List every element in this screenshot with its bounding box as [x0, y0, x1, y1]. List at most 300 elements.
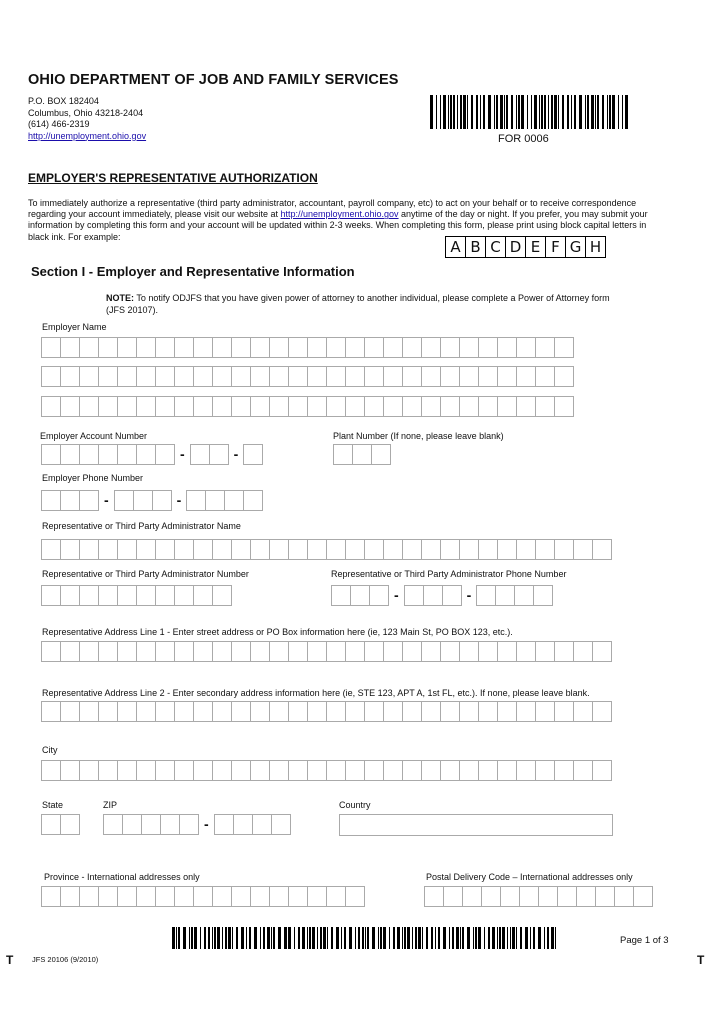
char-cell[interactable]: [352, 444, 372, 465]
char-cell[interactable]: [250, 886, 270, 907]
char-cell[interactable]: [174, 701, 194, 722]
char-cell[interactable]: [41, 641, 61, 662]
employer-account-field[interactable]: [41, 444, 263, 465]
char-cell[interactable]: [174, 641, 194, 662]
char-cell[interactable]: [350, 585, 370, 606]
char-cell[interactable]: [117, 337, 137, 358]
char-cell[interactable]: [443, 886, 463, 907]
char-cell[interactable]: [573, 641, 593, 662]
char-cell[interactable]: [155, 886, 175, 907]
char-cell[interactable]: [364, 396, 384, 417]
char-cell[interactable]: [535, 366, 555, 387]
char-cell[interactable]: [288, 701, 308, 722]
char-cell[interactable]: [404, 585, 424, 606]
char-cell[interactable]: [478, 539, 498, 560]
char-cell[interactable]: [307, 886, 327, 907]
char-cell[interactable]: [117, 539, 137, 560]
char-cell[interactable]: [243, 444, 263, 465]
char-cell[interactable]: [98, 701, 118, 722]
char-cell[interactable]: [481, 886, 501, 907]
char-cell[interactable]: [79, 366, 99, 387]
char-cell[interactable]: [136, 641, 156, 662]
char-cell[interactable]: [79, 539, 99, 560]
char-cell[interactable]: [174, 337, 194, 358]
char-cell[interactable]: [136, 396, 156, 417]
char-cell[interactable]: [250, 539, 270, 560]
char-cell[interactable]: [136, 366, 156, 387]
char-cell[interactable]: [41, 444, 61, 465]
char-cell[interactable]: [41, 539, 61, 560]
char-cell[interactable]: [383, 539, 403, 560]
char-cell[interactable]: [421, 641, 441, 662]
char-cell[interactable]: [117, 396, 137, 417]
char-cell[interactable]: [538, 886, 558, 907]
employer-name-line-3[interactable]: [41, 396, 574, 417]
char-cell[interactable]: [516, 337, 536, 358]
char-cell[interactable]: [103, 814, 123, 835]
char-cell[interactable]: [179, 814, 199, 835]
char-cell[interactable]: [209, 444, 229, 465]
char-cell[interactable]: [307, 641, 327, 662]
char-cell[interactable]: [440, 760, 460, 781]
char-cell[interactable]: [271, 814, 291, 835]
employer-name-line-1[interactable]: [41, 337, 574, 358]
char-cell[interactable]: [326, 337, 346, 358]
char-cell[interactable]: [117, 641, 137, 662]
char-cell[interactable]: [117, 585, 137, 606]
char-cell[interactable]: [117, 444, 137, 465]
country-field[interactable]: [339, 814, 613, 836]
char-cell[interactable]: [383, 760, 403, 781]
char-cell[interactable]: [98, 337, 118, 358]
char-cell[interactable]: [269, 641, 289, 662]
char-cell[interactable]: [41, 366, 61, 387]
char-cell[interactable]: [497, 539, 517, 560]
char-cell[interactable]: [421, 337, 441, 358]
char-cell[interactable]: [371, 444, 391, 465]
char-cell[interactable]: [345, 760, 365, 781]
char-cell[interactable]: [421, 760, 441, 781]
char-cell[interactable]: [440, 366, 460, 387]
char-cell[interactable]: [250, 641, 270, 662]
char-cell[interactable]: [557, 886, 577, 907]
char-cell[interactable]: [60, 886, 80, 907]
char-cell[interactable]: [592, 760, 612, 781]
char-cell[interactable]: [155, 585, 175, 606]
char-cell[interactable]: [186, 490, 206, 511]
city-field[interactable]: [41, 760, 612, 781]
char-cell[interactable]: [155, 641, 175, 662]
char-cell[interactable]: [535, 760, 555, 781]
char-cell[interactable]: [364, 760, 384, 781]
char-cell[interactable]: [495, 585, 515, 606]
rep-number-field[interactable]: [41, 585, 232, 606]
char-cell[interactable]: [307, 539, 327, 560]
char-cell[interactable]: [554, 337, 574, 358]
char-cell[interactable]: [307, 366, 327, 387]
char-cell[interactable]: [79, 701, 99, 722]
char-cell[interactable]: [476, 585, 496, 606]
rep-phone-field[interactable]: [331, 585, 553, 606]
zip-field[interactable]: [103, 814, 291, 835]
char-cell[interactable]: [307, 396, 327, 417]
char-cell[interactable]: [193, 886, 213, 907]
char-cell[interactable]: [136, 585, 156, 606]
char-cell[interactable]: [174, 760, 194, 781]
char-cell[interactable]: [364, 539, 384, 560]
char-cell[interactable]: [421, 539, 441, 560]
char-cell[interactable]: [345, 539, 365, 560]
char-cell[interactable]: [402, 539, 422, 560]
char-cell[interactable]: [193, 760, 213, 781]
char-cell[interactable]: [402, 760, 422, 781]
char-cell[interactable]: [174, 539, 194, 560]
char-cell[interactable]: [459, 539, 479, 560]
char-cell[interactable]: [98, 366, 118, 387]
char-cell[interactable]: [60, 701, 80, 722]
char-cell[interactable]: [421, 701, 441, 722]
char-cell[interactable]: [231, 760, 251, 781]
char-cell[interactable]: [592, 701, 612, 722]
char-cell[interactable]: [533, 585, 553, 606]
char-cell[interactable]: [231, 396, 251, 417]
char-cell[interactable]: [497, 760, 517, 781]
char-cell[interactable]: [459, 366, 479, 387]
char-cell[interactable]: [516, 641, 536, 662]
char-cell[interactable]: [345, 641, 365, 662]
char-cell[interactable]: [98, 886, 118, 907]
char-cell[interactable]: [250, 366, 270, 387]
char-cell[interactable]: [592, 641, 612, 662]
char-cell[interactable]: [383, 701, 403, 722]
char-cell[interactable]: [459, 760, 479, 781]
char-cell[interactable]: [79, 585, 99, 606]
char-cell[interactable]: [212, 337, 232, 358]
address-line-2-field[interactable]: [41, 701, 612, 722]
char-cell[interactable]: [478, 366, 498, 387]
char-cell[interactable]: [205, 490, 225, 511]
char-cell[interactable]: [98, 539, 118, 560]
char-cell[interactable]: [41, 337, 61, 358]
char-cell[interactable]: [250, 701, 270, 722]
char-cell[interactable]: [345, 337, 365, 358]
char-cell[interactable]: [155, 701, 175, 722]
char-cell[interactable]: [516, 366, 536, 387]
char-cell[interactable]: [250, 396, 270, 417]
char-cell[interactable]: [79, 396, 99, 417]
char-cell[interactable]: [98, 760, 118, 781]
char-cell[interactable]: [231, 337, 251, 358]
char-cell[interactable]: [576, 886, 596, 907]
char-cell[interactable]: [423, 585, 443, 606]
char-cell[interactable]: [212, 701, 232, 722]
char-cell[interactable]: [141, 814, 161, 835]
char-cell[interactable]: [155, 396, 175, 417]
char-cell[interactable]: [440, 701, 460, 722]
char-cell[interactable]: [459, 337, 479, 358]
char-cell[interactable]: [250, 760, 270, 781]
char-cell[interactable]: [383, 337, 403, 358]
address-line-1-field[interactable]: [41, 641, 612, 662]
char-cell[interactable]: [212, 539, 232, 560]
char-cell[interactable]: [174, 396, 194, 417]
char-cell[interactable]: [60, 396, 80, 417]
char-cell[interactable]: [364, 337, 384, 358]
char-cell[interactable]: [269, 886, 289, 907]
char-cell[interactable]: [497, 396, 517, 417]
char-cell[interactable]: [98, 396, 118, 417]
char-cell[interactable]: [478, 701, 498, 722]
char-cell[interactable]: [193, 366, 213, 387]
char-cell[interactable]: [98, 641, 118, 662]
char-cell[interactable]: [402, 337, 422, 358]
char-cell[interactable]: [440, 539, 460, 560]
char-cell[interactable]: [440, 641, 460, 662]
char-cell[interactable]: [155, 539, 175, 560]
char-cell[interactable]: [152, 490, 172, 511]
char-cell[interactable]: [193, 585, 213, 606]
plant-number-field[interactable]: [333, 444, 391, 465]
char-cell[interactable]: [402, 396, 422, 417]
char-cell[interactable]: [174, 366, 194, 387]
char-cell[interactable]: [60, 760, 80, 781]
char-cell[interactable]: [214, 814, 234, 835]
char-cell[interactable]: [250, 337, 270, 358]
char-cell[interactable]: [595, 886, 615, 907]
char-cell[interactable]: [224, 490, 244, 511]
char-cell[interactable]: [497, 366, 517, 387]
char-cell[interactable]: [424, 886, 444, 907]
char-cell[interactable]: [117, 886, 137, 907]
char-cell[interactable]: [573, 760, 593, 781]
char-cell[interactable]: [269, 337, 289, 358]
char-cell[interactable]: [136, 539, 156, 560]
char-cell[interactable]: [155, 366, 175, 387]
char-cell[interactable]: [79, 641, 99, 662]
char-cell[interactable]: [193, 396, 213, 417]
char-cell[interactable]: [478, 337, 498, 358]
char-cell[interactable]: [243, 490, 263, 511]
char-cell[interactable]: [516, 760, 536, 781]
char-cell[interactable]: [535, 539, 555, 560]
char-cell[interactable]: [440, 396, 460, 417]
char-cell[interactable]: [364, 641, 384, 662]
char-cell[interactable]: [60, 366, 80, 387]
char-cell[interactable]: [193, 701, 213, 722]
char-cell[interactable]: [459, 641, 479, 662]
char-cell[interactable]: [174, 585, 194, 606]
char-cell[interactable]: [79, 337, 99, 358]
char-cell[interactable]: [155, 337, 175, 358]
char-cell[interactable]: [288, 396, 308, 417]
char-cell[interactable]: [41, 760, 61, 781]
char-cell[interactable]: [402, 701, 422, 722]
char-cell[interactable]: [383, 641, 403, 662]
char-cell[interactable]: [212, 585, 232, 606]
char-cell[interactable]: [345, 701, 365, 722]
char-cell[interactable]: [421, 366, 441, 387]
char-cell[interactable]: [212, 886, 232, 907]
char-cell[interactable]: [252, 814, 272, 835]
char-cell[interactable]: [326, 366, 346, 387]
char-cell[interactable]: [212, 760, 232, 781]
char-cell[interactable]: [442, 585, 462, 606]
char-cell[interactable]: [60, 814, 80, 835]
char-cell[interactable]: [554, 366, 574, 387]
char-cell[interactable]: [269, 366, 289, 387]
char-cell[interactable]: [535, 396, 555, 417]
char-cell[interactable]: [212, 366, 232, 387]
char-cell[interactable]: [633, 886, 653, 907]
char-cell[interactable]: [554, 396, 574, 417]
char-cell[interactable]: [41, 701, 61, 722]
char-cell[interactable]: [519, 886, 539, 907]
char-cell[interactable]: [269, 396, 289, 417]
char-cell[interactable]: [231, 641, 251, 662]
char-cell[interactable]: [554, 641, 574, 662]
char-cell[interactable]: [383, 366, 403, 387]
province-field[interactable]: [41, 886, 365, 907]
char-cell[interactable]: [554, 701, 574, 722]
char-cell[interactable]: [98, 444, 118, 465]
employer-name-line-2[interactable]: [41, 366, 574, 387]
char-cell[interactable]: [514, 585, 534, 606]
char-cell[interactable]: [41, 886, 61, 907]
char-cell[interactable]: [193, 641, 213, 662]
char-cell[interactable]: [136, 886, 156, 907]
char-cell[interactable]: [307, 701, 327, 722]
intro-website-link[interactable]: http://unemployment.ohio.gov: [280, 209, 399, 220]
char-cell[interactable]: [41, 814, 61, 835]
char-cell[interactable]: [190, 444, 210, 465]
char-cell[interactable]: [160, 814, 180, 835]
char-cell[interactable]: [60, 641, 80, 662]
char-cell[interactable]: [288, 641, 308, 662]
char-cell[interactable]: [117, 760, 137, 781]
char-cell[interactable]: [573, 539, 593, 560]
char-cell[interactable]: [136, 701, 156, 722]
char-cell[interactable]: [231, 886, 251, 907]
char-cell[interactable]: [155, 444, 175, 465]
char-cell[interactable]: [364, 701, 384, 722]
char-cell[interactable]: [383, 396, 403, 417]
char-cell[interactable]: [573, 701, 593, 722]
char-cell[interactable]: [307, 760, 327, 781]
char-cell[interactable]: [369, 585, 389, 606]
char-cell[interactable]: [136, 760, 156, 781]
char-cell[interactable]: [554, 760, 574, 781]
char-cell[interactable]: [79, 760, 99, 781]
char-cell[interactable]: [364, 366, 384, 387]
employer-phone-field[interactable]: [41, 490, 263, 511]
char-cell[interactable]: [478, 396, 498, 417]
char-cell[interactable]: [440, 337, 460, 358]
char-cell[interactable]: [60, 490, 80, 511]
char-cell[interactable]: [326, 641, 346, 662]
char-cell[interactable]: [307, 337, 327, 358]
char-cell[interactable]: [288, 337, 308, 358]
char-cell[interactable]: [345, 886, 365, 907]
char-cell[interactable]: [269, 760, 289, 781]
char-cell[interactable]: [79, 490, 99, 511]
char-cell[interactable]: [79, 886, 99, 907]
char-cell[interactable]: [402, 641, 422, 662]
char-cell[interactable]: [117, 366, 137, 387]
char-cell[interactable]: [60, 539, 80, 560]
char-cell[interactable]: [117, 701, 137, 722]
char-cell[interactable]: [288, 366, 308, 387]
char-cell[interactable]: [288, 539, 308, 560]
char-cell[interactable]: [497, 701, 517, 722]
char-cell[interactable]: [345, 366, 365, 387]
char-cell[interactable]: [421, 396, 441, 417]
char-cell[interactable]: [193, 539, 213, 560]
char-cell[interactable]: [174, 886, 194, 907]
char-cell[interactable]: [497, 641, 517, 662]
char-cell[interactable]: [345, 396, 365, 417]
char-cell[interactable]: [326, 701, 346, 722]
char-cell[interactable]: [193, 337, 213, 358]
char-cell[interactable]: [231, 366, 251, 387]
char-cell[interactable]: [41, 585, 61, 606]
char-cell[interactable]: [212, 396, 232, 417]
char-cell[interactable]: [333, 444, 353, 465]
char-cell[interactable]: [136, 444, 156, 465]
char-cell[interactable]: [326, 396, 346, 417]
char-cell[interactable]: [269, 701, 289, 722]
char-cell[interactable]: [231, 539, 251, 560]
char-cell[interactable]: [60, 444, 80, 465]
char-cell[interactable]: [331, 585, 351, 606]
rep-name-field[interactable]: [41, 539, 612, 560]
char-cell[interactable]: [326, 886, 346, 907]
state-field[interactable]: [41, 814, 80, 835]
char-cell[interactable]: [326, 760, 346, 781]
char-cell[interactable]: [478, 760, 498, 781]
char-cell[interactable]: [233, 814, 253, 835]
char-cell[interactable]: [592, 539, 612, 560]
char-cell[interactable]: [231, 701, 251, 722]
char-cell[interactable]: [535, 701, 555, 722]
postal-code-field[interactable]: [424, 886, 653, 907]
char-cell[interactable]: [212, 641, 232, 662]
char-cell[interactable]: [535, 641, 555, 662]
char-cell[interactable]: [269, 539, 289, 560]
char-cell[interactable]: [462, 886, 482, 907]
char-cell[interactable]: [516, 539, 536, 560]
char-cell[interactable]: [459, 701, 479, 722]
char-cell[interactable]: [478, 641, 498, 662]
char-cell[interactable]: [516, 396, 536, 417]
char-cell[interactable]: [136, 337, 156, 358]
char-cell[interactable]: [41, 396, 61, 417]
char-cell[interactable]: [60, 337, 80, 358]
agency-website-link[interactable]: http://unemployment.ohio.gov: [28, 130, 147, 141]
char-cell[interactable]: [114, 490, 134, 511]
char-cell[interactable]: [497, 337, 517, 358]
char-cell[interactable]: [122, 814, 142, 835]
char-cell[interactable]: [459, 396, 479, 417]
char-cell[interactable]: [60, 585, 80, 606]
char-cell[interactable]: [402, 366, 422, 387]
char-cell[interactable]: [288, 760, 308, 781]
char-cell[interactable]: [155, 760, 175, 781]
char-cell[interactable]: [326, 539, 346, 560]
char-cell[interactable]: [614, 886, 634, 907]
char-cell[interactable]: [98, 585, 118, 606]
char-cell[interactable]: [41, 490, 61, 511]
char-cell[interactable]: [133, 490, 153, 511]
